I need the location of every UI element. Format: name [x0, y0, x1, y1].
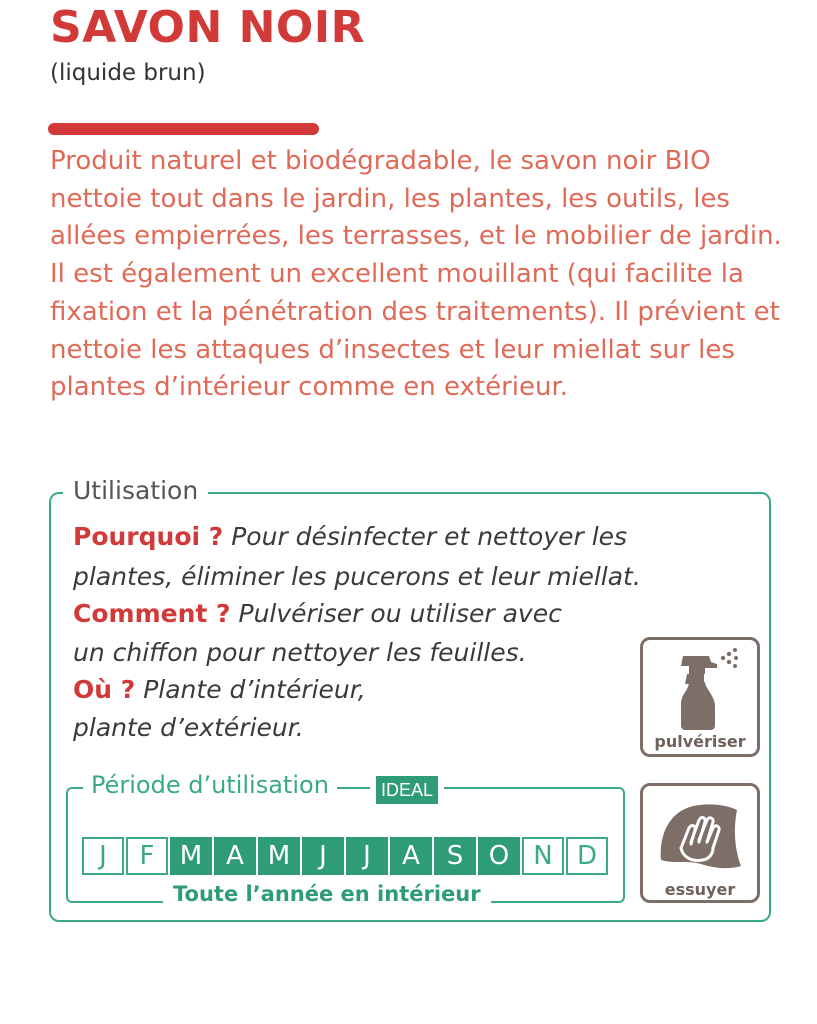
product-description: Produit naturel et biodégradable, le savon noir BIO nettoie tout dans le jardin, les plantes, les outils, les allées empierrées, les terrasses, et le mobilier de jardin. Il est également un excellent mouillant (qui facilite la fixation et la pénétration des traitements). Il prévient et nettoie les attaques d’insectes et leur miellat sur les plantes d’intérieur comme en extérieur.	[50, 146, 782, 403]
ou-line-2	[73, 709, 304, 746]
month-cell: J	[346, 837, 388, 875]
usage-heading: Utilisation	[63, 476, 208, 505]
month-cell: M	[258, 837, 300, 875]
month-cell: A	[390, 837, 432, 875]
month-cell: J	[302, 837, 344, 875]
period-heading: Période d’utilisation	[83, 771, 337, 799]
ideal-badge: IDEAL	[376, 776, 438, 804]
month-calendar	[82, 837, 608, 875]
product-subtitle: (liquide brun)	[50, 60, 206, 86]
month-cell: M	[170, 837, 212, 875]
month-cell: N	[522, 837, 564, 875]
month-cell: S	[434, 837, 476, 875]
pourquoi-text: Pour désinfecter et nettoyer les	[231, 522, 628, 551]
ou-label: Où ?	[73, 675, 136, 704]
month-cell: D	[566, 837, 608, 875]
ou-line-1	[73, 671, 366, 708]
pourquoi-text-continued: plantes, éliminer les pucerons et leur miellat.	[73, 562, 641, 591]
spray-caption: pulvériser	[654, 732, 746, 751]
month-cell: J	[82, 837, 124, 875]
wipe-tile	[640, 783, 760, 903]
product-title: SAVON NOIR	[50, 2, 366, 53]
wipe-caption: essuyer	[664, 880, 736, 899]
month-cell: O	[478, 837, 520, 875]
pourquoi-line-2	[73, 558, 641, 595]
comment-text-continued: un chiffon pour nettoyer les feuilles.	[73, 638, 527, 667]
comment-line-2	[73, 634, 527, 671]
title-divider	[48, 123, 319, 135]
ou-text-continued: plante d’extérieur.	[73, 713, 304, 742]
month-cell: A	[214, 837, 256, 875]
pourquoi-line-1	[73, 518, 627, 555]
spray-tile	[640, 637, 760, 757]
comment-line-1	[73, 595, 562, 632]
comment-label: Comment ?	[73, 599, 231, 628]
pourquoi-label: Pourquoi ?	[73, 522, 224, 551]
ou-text: Plante d’intérieur,	[143, 675, 366, 704]
period-note: Toute l’année en intérieur	[163, 882, 491, 906]
comment-text: Pulvériser ou utiliser avec	[238, 599, 562, 628]
month-cell: F	[126, 837, 168, 875]
